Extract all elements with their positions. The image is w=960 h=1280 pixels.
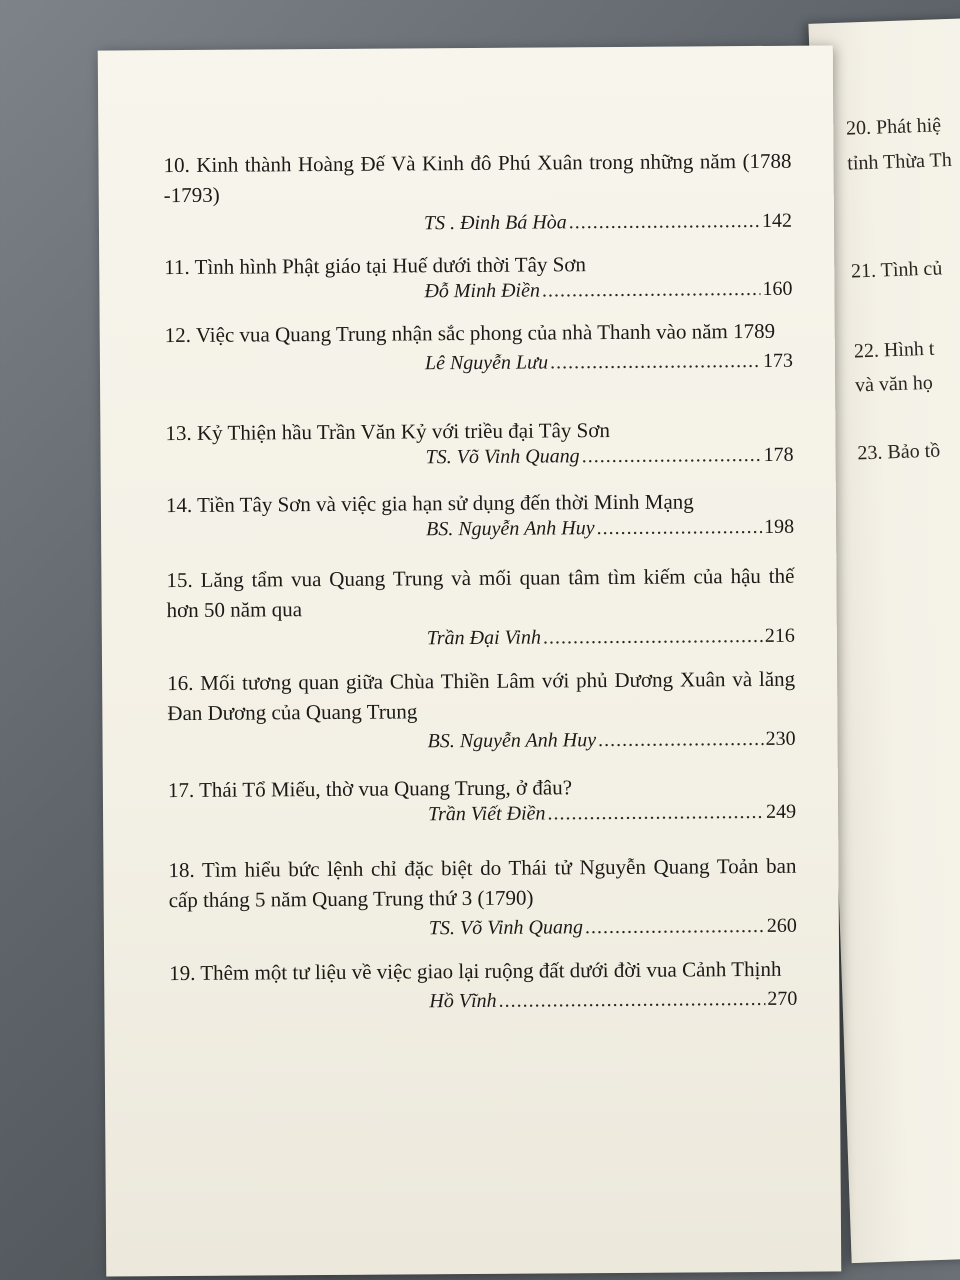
book-page [98,45,842,1276]
facing-page-text: tỉnh Thừa Th [846,148,953,175]
toc-entry-title: 15. Lăng tẩm vua Quang Trung và mối quan tâm tìm kiếm của hậu thế hơn 50 năm qua [166,563,795,623]
toc-entry-title: 16. Mối tương quan giữa Chùa Thiền Lâm với phủ Dương Xuân và lăng Đan Dương của Quang Trung [167,666,796,726]
toc-entry-author: Đỗ Minh Điền [424,279,541,303]
toc-entry-author: Trần Đại Vinh [426,626,542,650]
toc-entry [166,486,794,550]
toc-entry-page: 249 [765,800,797,823]
toc-entry-author-line [429,915,797,948]
toc-entry-title: 19. Thêm một tư liệu về việc giao lại ruộng đất dưới đời vua Cảnh Thịnh [169,956,782,986]
toc-entry-author: TS. Võ Vinh Quang [425,445,580,469]
toc-entry-page: 216 [764,624,795,647]
toc-entry-author-line [425,350,793,383]
dot-leader [582,444,762,468]
dot-leader [543,625,763,650]
toc-entry-title: 11. Tình hình Phật giáo tại Huế dưới thời Tây Sơn [164,252,587,280]
facing-page-text: 21. Tình củ [850,257,943,283]
dot-leader [596,516,762,540]
toc-entry-author: BS. Nguyễn Anh Huy [427,729,597,753]
toc-entry-title: 13. Kỷ Thiện hầu Trần Văn Kỷ với triều đại Tây Sơn [165,418,611,446]
toc-entry-author-line [429,988,797,1021]
toc-entry [163,146,792,244]
toc-entry-author: TS. Võ Vinh Quang [428,916,584,940]
facing-page-text: 22. Hình t [853,337,935,363]
dot-leader [550,350,761,374]
toc-entry-author-line [424,278,792,311]
toc-entry-author-line [428,801,796,834]
dot-leader [547,801,764,826]
toc-entry-page: 198 [763,515,795,538]
toc-entry-title: 14. Tiền Tây Sơn và việc gia hạn sử dụng đến thời Minh Mạng [165,489,694,518]
dot-leader [585,915,765,939]
table-of-contents [163,146,798,1013]
facing-page-text: 23. Bảo tồ [857,439,941,465]
toc-entry [166,561,795,659]
toc-entry-title: 17. Thái Tổ Miếu, thờ vua Quang Trung, ở đâu? [167,775,573,803]
toc-entry [168,851,797,949]
toc-entry-author: TS . Đinh Bá Hòa [423,211,567,235]
toc-entry [165,414,793,478]
toc-entry-author: BS. Nguyễn Anh Huy [426,517,595,541]
toc-entry-page: 178 [763,443,794,466]
toc-entry [167,664,796,762]
dot-leader [569,210,760,234]
dot-leader [542,278,761,303]
toc-entry [169,954,797,1022]
toc-entry-title: 18. Tìm hiểu bức lệnh chỉ đặc biệt do Thái tử Nguyễn Quang Toản ban cấp tháng 5 năm Quang Trung thứ 3 (1790) [168,853,797,913]
toc-entry-author-line [426,444,794,477]
toc-entry-page: 260 [766,914,797,937]
toc-entry-page: 160 [762,277,793,300]
toc-entry [165,316,793,384]
toc-entry-page: 142 [761,209,793,232]
toc-entry-author: Lê Nguyễn Lưu [424,351,549,375]
facing-page-text: và văn họ [854,371,934,397]
toc-entry-author-line [424,210,792,243]
toc-entry-author: Trần Viết Điền [427,802,546,826]
toc-entry [164,248,792,312]
toc-entry-title: 10. Kinh thành Hoàng Đế Và Kinh đô Phú Xuân trong những năm (1788 -1793) [163,148,792,208]
toc-entry [168,771,796,835]
toc-entry-author-line [426,516,794,549]
toc-entry-author-line [427,625,795,658]
toc-entry-title: 12. Việc vua Quang Trung nhận sắc phong của nhà Thanh vào năm 1789 [164,318,776,348]
dot-leader [598,728,764,752]
dot-leader [499,988,766,1013]
toc-entry-author-line [427,728,795,761]
toc-entry-page: 173 [762,349,793,372]
toc-entry-page: 270 [767,987,798,1010]
toc-entry-page: 230 [765,727,796,750]
facing-page-text: 20. Phát hiệ [845,114,942,140]
toc-entry-author: Hồ Vĩnh [429,989,497,1013]
